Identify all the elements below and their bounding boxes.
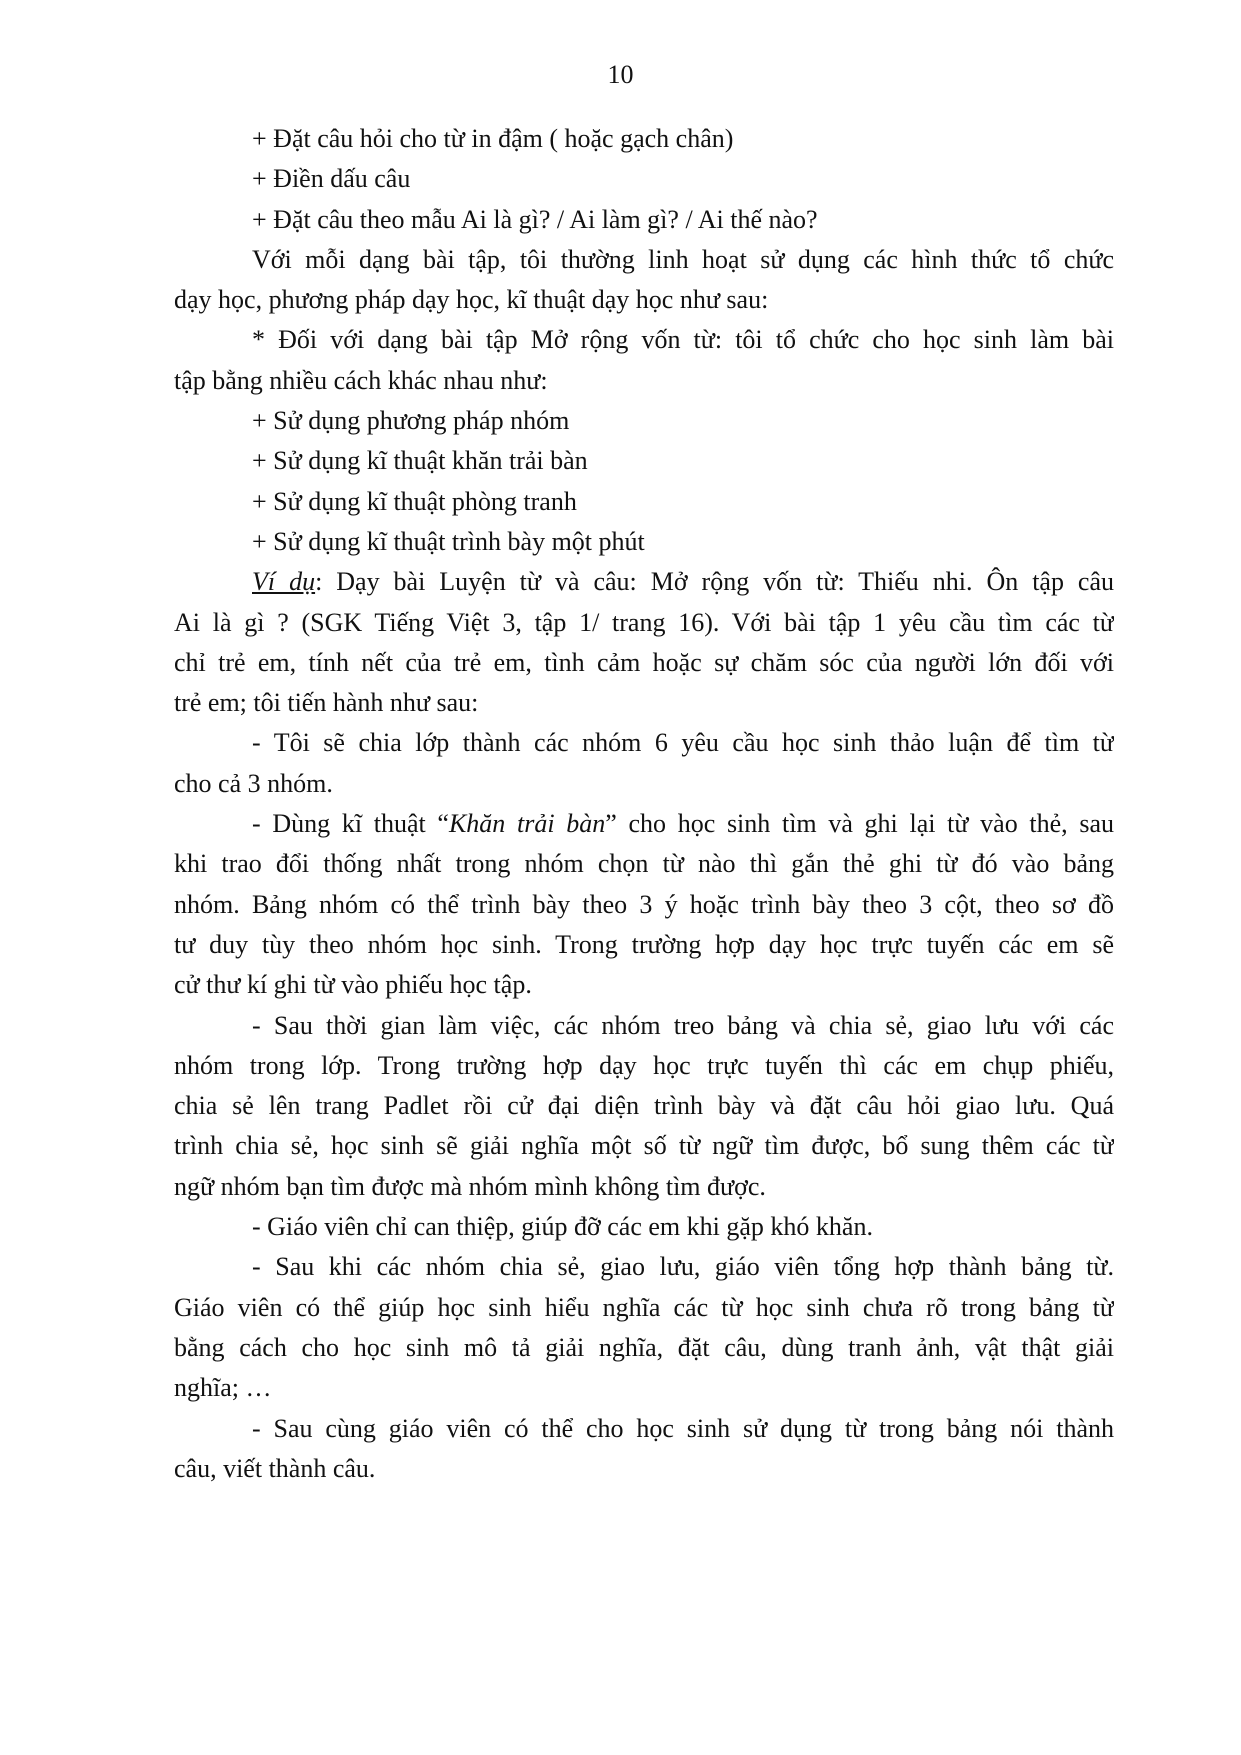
text-line <box>174 603 1114 643</box>
text-line <box>174 119 1114 159</box>
text-segment: tập bằng nhiều cách khác nhau như: <box>174 365 548 395</box>
text-segment: trẻ em; tôi tiến hành như sau: <box>174 688 479 718</box>
text-segment: Với mỗi dạng bài tập, tôi thường linh hoạt sử dụng các hình thức tổ chức <box>252 244 1114 274</box>
text-segment: - Sau khi các nhóm chia sẻ, giao lưu, giáo viên tổng hợp thành bảng từ. <box>252 1252 1114 1282</box>
text-segment: chia sẻ lên trang Padlet rồi cử đại diện trình bày và đặt câu hỏi giao lưu. Quá <box>174 1091 1114 1121</box>
text-line <box>174 1006 1114 1046</box>
text-segment: khi trao đổi thống nhất trong nhóm chọn từ nào thì gắn thẻ ghi từ đó vào bảng <box>174 849 1114 879</box>
text-segment: cử thư kí ghi từ vào phiếu học tập. <box>174 970 532 1000</box>
text-segment: - Dùng kĩ thuật “ <box>252 809 449 839</box>
text-line <box>174 1207 1114 1247</box>
text-line <box>174 320 1114 360</box>
text-segment: ngữ nhóm bạn tìm được mà nhóm mình không tìm được. <box>174 1171 766 1201</box>
text-segment: trình chia sẻ, học sinh sẽ giải nghĩa một số từ ngữ tìm được, bổ sung thêm các từ <box>174 1131 1114 1161</box>
text-line <box>174 764 1114 804</box>
text-line <box>174 965 1114 1005</box>
text-segment: Giáo viên có thể giúp học sinh hiểu nghĩa các từ học sinh chưa rõ trong bảng từ <box>174 1292 1114 1322</box>
text-line <box>174 562 1114 602</box>
text-line <box>174 885 1114 925</box>
text-segment: * Đối với dạng bài tập Mở rộng vốn từ: tôi tổ chức cho học sinh làm bài <box>252 325 1114 355</box>
text-segment: + Sử dụng kĩ thuật phòng tranh <box>252 486 577 516</box>
text-line <box>174 1046 1114 1086</box>
text-line <box>174 1288 1114 1328</box>
example-label: Ví dụ <box>252 567 316 597</box>
text-segment: dạy học, phương pháp dạy học, kĩ thuật dạy học như sau: <box>174 285 769 315</box>
text-segment: câu, viết thành câu. <box>174 1453 376 1483</box>
text-segment: - Giáo viên chỉ can thiệp, giúp đỡ các em khi gặp khó khăn. <box>252 1212 873 1242</box>
text-segment: Ai là gì ? (SGK Tiếng Việt 3, tập 1/ trang 16). Với bài tập 1 yêu cầu tìm các từ <box>174 607 1114 637</box>
text-line <box>174 1409 1114 1449</box>
text-segment: nhóm. Bảng nhóm có thể trình bày theo 3 ý hoặc trình bày theo 3 cột, theo sơ đồ <box>174 889 1114 919</box>
text-line <box>174 361 1114 401</box>
italic-term: Khăn trải bàn <box>448 809 606 839</box>
text-line <box>174 1368 1114 1408</box>
text-segment: + Sử dụng kĩ thuật trình bày một phút <box>252 526 645 556</box>
text-segment: + Đặt câu hỏi cho từ in đậm ( hoặc gạch chân) <box>252 124 734 153</box>
text-line <box>174 925 1114 965</box>
text-line <box>174 280 1114 320</box>
text-segment: ” cho học sinh tìm và ghi lại từ vào thẻ, sau <box>605 809 1114 839</box>
text-segment: + Điền dấu câu <box>252 164 411 194</box>
text-line <box>174 522 1114 562</box>
text-line <box>174 1328 1114 1368</box>
text-segment: - Sau thời gian làm việc, các nhóm treo bảng và chia sẻ, giao lưu với các <box>252 1010 1114 1040</box>
text-segment: + Sử dụng kĩ thuật khăn trải bàn <box>252 446 588 476</box>
text-segment: bằng cách cho học sinh mô tả giải nghĩa, đặt câu, dùng tranh ảnh, vật thật giải <box>174 1332 1114 1362</box>
text-line <box>174 723 1114 763</box>
text-line <box>174 1086 1114 1126</box>
text-line <box>174 1167 1114 1207</box>
text-line <box>174 401 1114 441</box>
text-line <box>174 1449 1114 1489</box>
text-segment: + Sử dụng phương pháp nhóm <box>252 406 570 436</box>
text-segment: - Sau cùng giáo viên có thể cho học sinh sử dụng từ trong bảng nói thành <box>252 1413 1114 1443</box>
text-line <box>174 200 1114 240</box>
text-segment: + Đặt câu theo mẫu Ai là gì? / Ai làm gì? / Ai thế nào? <box>252 204 818 234</box>
text-line <box>174 441 1114 481</box>
text-segment: chỉ trẻ em, tính nết của trẻ em, tình cảm hoặc sự chăm sóc của người lớn đối với <box>174 647 1114 677</box>
page-number: 10 <box>607 60 634 89</box>
text-segment: - Tôi sẽ chia lớp thành các nhóm 6 yêu cầu học sinh thảo luận để tìm từ <box>252 728 1114 758</box>
text-line <box>174 683 1114 723</box>
text-segment: : Dạy bài Luyện từ và câu: Mở rộng vốn từ: Thiếu nhi. Ôn tập câu <box>315 567 1114 597</box>
text-line <box>174 1247 1114 1287</box>
text-segment: tư duy tùy theo nhóm học sinh. Trong trường hợp dạy học trực tuyến các em sẽ <box>174 929 1114 959</box>
text-line <box>174 1126 1114 1166</box>
text-segment: cho cả 3 nhóm. <box>174 768 333 798</box>
text-line <box>174 159 1114 199</box>
text-line <box>174 482 1114 522</box>
text-line <box>174 643 1114 683</box>
text-line <box>174 240 1114 280</box>
text-segment: nghĩa; … <box>174 1373 272 1403</box>
text-segment: nhóm trong lớp. Trong trường hợp dạy học trực tuyến thì các em chụp phiếu, <box>174 1050 1114 1080</box>
body-text <box>174 119 1114 1489</box>
text-line <box>174 844 1114 884</box>
text-line <box>174 804 1114 844</box>
